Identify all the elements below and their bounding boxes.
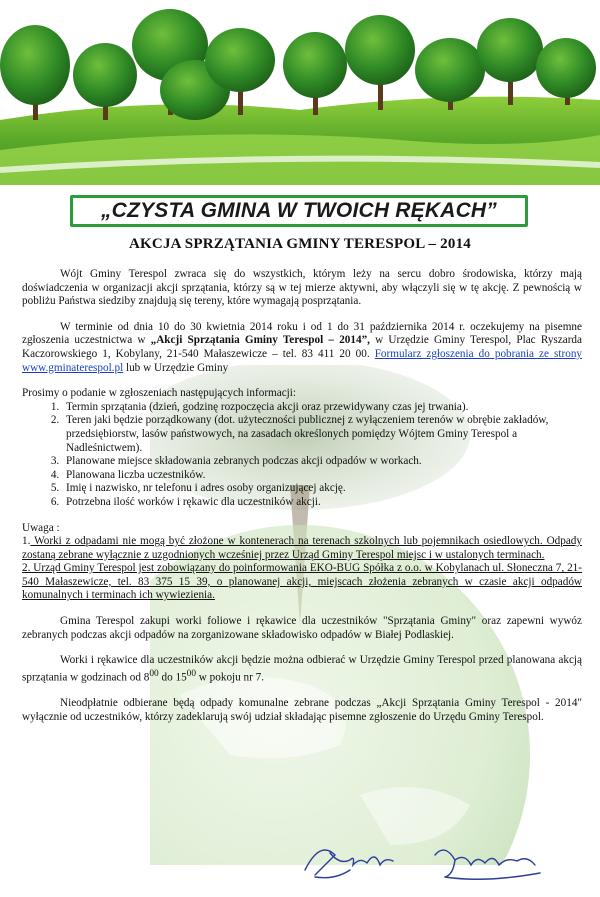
supplies-paragraph: Gmina Terespol zakupi worki foliowe i rękawice dla uczestników "Sprzątania Gminy" oraz zapewni wywóz zebranych podczas akcji odpadów na zorganizowane składowisko odpadów w Białej Podlaskiej. <box>22 615 582 641</box>
remarks-title: Uwaga : <box>22 521 60 534</box>
registration-form-link[interactable]: Formularz zgłoszenia do pobrania ze strony www.gminaterespol.pl <box>22 347 583 374</box>
campaign-title: „CZYSTA GMINA W TWOICH RĘKACH” <box>100 199 498 222</box>
trees-banner <box>0 0 600 185</box>
remark-1: 1. Worki z odpadami nie mogą być złożone w kontenerach na terenach szkolnych lub pojemnikach osiedlowych. Odpady zostaną zebrane wyłącznie z uzgodnionych wcześniej przez Urząd Gminy Terespol miejsc i w ustalonych terminach. <box>22 535 582 561</box>
list-item: 6. Potrzebna ilość worków i rękawic dla uczestników akcji. <box>62 496 582 510</box>
list-intro: Prosimy o podanie w zgłoszeniach następujących informacji: <box>22 387 297 400</box>
remarks-section <box>22 522 582 604</box>
campaign-title-box <box>70 195 528 227</box>
list-item: 4. Planowana liczba uczestników. <box>62 469 582 483</box>
waste-collection-paragraph: Nieodpłatnie odbierane będą odpady komunalne zebrane podczas „Akcji Sprzątania Gminy Terespol - 2014" wyłącznie od uczestników, którzy zadeklarują swój udział składając pisemne zgłoszenie do Urzędu Gminy Terespol. <box>22 697 582 723</box>
document-subtitle: AKCJA SPRZĄTANIA GMINY TERESPOL – 2014 <box>129 236 471 252</box>
list-item: 5. Imię i nazwisko, nr telefonu i adres osoby organizującej akcję. <box>62 482 582 496</box>
pickup-hours-paragraph: Worki i rękawice dla uczestników akcji będzie można odbierać w Urzędzie Gminy Terespol przed planowana akcją sprzątania w godzinach od $8^{00}$ do $15^{00}$ w pokoju nr 7. <box>22 654 582 684</box>
list-item: 1. Termin sprzątania (dzień, godzinę rozpoczęcia akcji oraz przewidywany czas jej trwania). <box>62 401 582 415</box>
list-item: 3. Planowane miejsce składowania zebranych podczas akcji odpadów w workach. <box>62 455 582 469</box>
intro-paragraph: Wójt Gminy Terespol zwraca się do wszystkich, którym leży na sercu dobro środowiska, którzy mają doświadczenia w organizacji akcji sprzątania, którzy są w tej mierze aktywni, aby włączyli się w tę akcję. Z pewnością w pobliżu Państwa siedziby znajdują się tereny, które wymagają posprzątania. <box>22 268 582 308</box>
handwritten-signature-icon <box>295 835 555 885</box>
list-item: 2. Teren jaki będzie porządkowany (dot. użyteczności publicznej z wyłączeniem terenów w obrębie zakładów, przedsiębiorstw, lasów państwowych, na zasadach określonych pomiędzy Wójtem Gminy Terespol a Nadleśnictwem). <box>62 414 582 455</box>
remark-2: 2. Urząd Gminy Terespol jest zobowiązany do poinformowania EKO-BUG Spółka z o.o. w Kobylanach ul. Słoneczna 7, 21-540 Małaszewicze, tel. 83 375 15 39, o planowanej akcji, miejscach złożenia zebranych w czasie akcji odpadów komunalnych i terminach ich wywiezienia. <box>22 562 582 602</box>
registration-paragraph: W terminie od dnia 10 do 30 kwietnia 2014 roku i od 1 do 31 października 2014 r. oczekujemy na pisemne zgłoszenia uczestnictwa w „Akcji Sprzątania Gminy Terespol – 2014”, w Urzędzie Gminy Terespol, Plac Ryszarda Kaczorowskiego 1, Kobylany, 21-540 Małaszewicze – tel. 83 411 20 00. Formularz zgłoszenia do pobrania ze strony www.gminaterespol.pl lub w Urzędzie Gminy <box>22 320 583 374</box>
required-info-list <box>22 401 582 510</box>
campaign-name: „Akcji Sprzątania Gminy Terespol – 2014”, <box>150 334 370 347</box>
document-body <box>22 268 582 736</box>
